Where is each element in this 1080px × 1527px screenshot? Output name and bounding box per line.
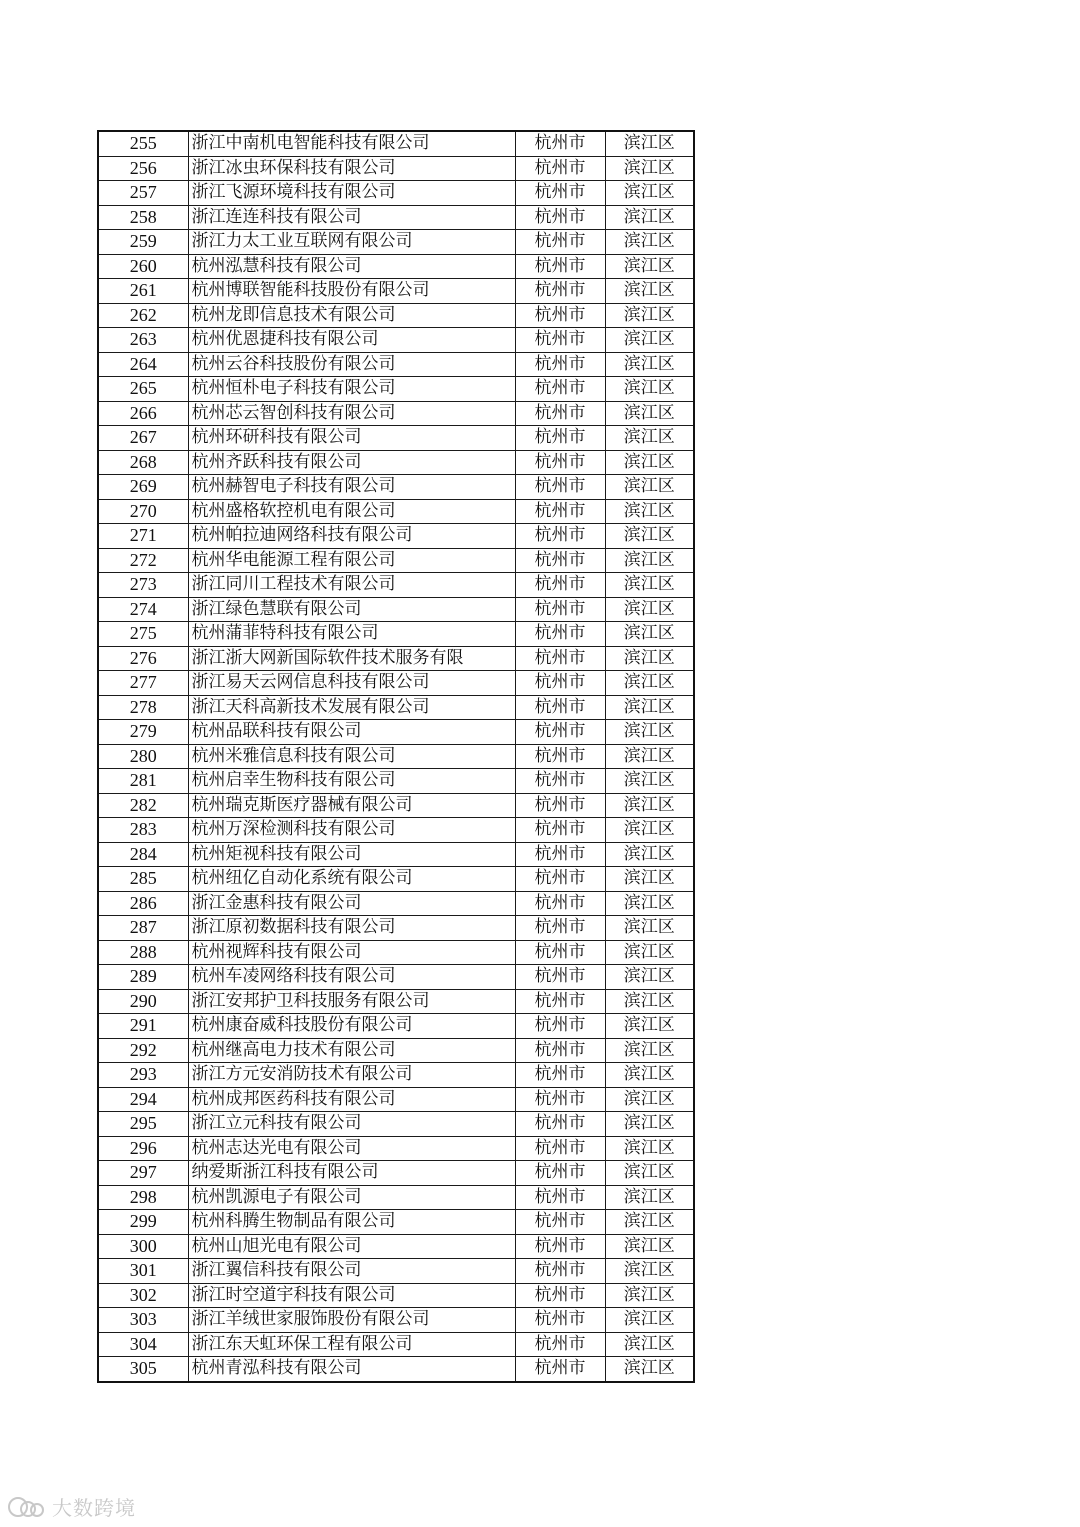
row-number: 271 bbox=[98, 524, 188, 549]
row-number: 282 bbox=[98, 793, 188, 818]
row-number: 298 bbox=[98, 1185, 188, 1210]
company-name: 杭州蒲菲特科技有限公司 bbox=[188, 622, 515, 647]
company-name: 杭州帕拉迪网络科技有限公司 bbox=[188, 524, 515, 549]
company-name: 杭州矩视科技有限公司 bbox=[188, 842, 515, 867]
city-cell: 杭州市 bbox=[515, 744, 605, 769]
company-name: 杭州博联智能科技股份有限公司 bbox=[188, 279, 515, 304]
row-number: 279 bbox=[98, 720, 188, 745]
row-number: 283 bbox=[98, 818, 188, 843]
company-name: 浙江飞源环境科技有限公司 bbox=[188, 181, 515, 206]
table-row bbox=[98, 769, 694, 794]
row-number: 263 bbox=[98, 328, 188, 353]
district-cell: 滨江区 bbox=[605, 499, 694, 524]
city-cell: 杭州市 bbox=[515, 671, 605, 696]
company-name: 杭州启幸生物科技有限公司 bbox=[188, 769, 515, 794]
table-row bbox=[98, 1357, 694, 1382]
row-number: 262 bbox=[98, 303, 188, 328]
city-cell: 杭州市 bbox=[515, 205, 605, 230]
district-cell: 滨江区 bbox=[605, 891, 694, 916]
table-row bbox=[98, 1112, 694, 1137]
city-cell: 杭州市 bbox=[515, 450, 605, 475]
table-row bbox=[98, 303, 694, 328]
district-cell: 滨江区 bbox=[605, 1259, 694, 1284]
table-row bbox=[98, 891, 694, 916]
company-name: 杭州盛格软控机电有限公司 bbox=[188, 499, 515, 524]
row-number: 255 bbox=[98, 131, 188, 156]
table-row bbox=[98, 401, 694, 426]
district-cell: 滨江区 bbox=[605, 1112, 694, 1137]
city-cell: 杭州市 bbox=[515, 989, 605, 1014]
city-cell: 杭州市 bbox=[515, 548, 605, 573]
table-row bbox=[98, 1161, 694, 1186]
row-number: 294 bbox=[98, 1087, 188, 1112]
district-cell: 滨江区 bbox=[605, 793, 694, 818]
city-cell: 杭州市 bbox=[515, 793, 605, 818]
table-row bbox=[98, 867, 694, 892]
table-row bbox=[98, 131, 694, 156]
table-row bbox=[98, 1038, 694, 1063]
city-cell: 杭州市 bbox=[515, 131, 605, 156]
company-name: 浙江同川工程技术有限公司 bbox=[188, 573, 515, 598]
row-number: 257 bbox=[98, 181, 188, 206]
table-row bbox=[98, 524, 694, 549]
city-cell: 杭州市 bbox=[515, 1234, 605, 1259]
district-cell: 滨江区 bbox=[605, 1087, 694, 1112]
city-cell: 杭州市 bbox=[515, 695, 605, 720]
company-name: 杭州齐跃科技有限公司 bbox=[188, 450, 515, 475]
table-row bbox=[98, 450, 694, 475]
city-cell: 杭州市 bbox=[515, 377, 605, 402]
company-name: 杭州赫智电子科技有限公司 bbox=[188, 475, 515, 500]
row-number: 275 bbox=[98, 622, 188, 647]
row-number: 267 bbox=[98, 426, 188, 451]
city-cell: 杭州市 bbox=[515, 1063, 605, 1088]
row-number: 285 bbox=[98, 867, 188, 892]
district-cell: 滨江区 bbox=[605, 1136, 694, 1161]
district-cell: 滨江区 bbox=[605, 181, 694, 206]
row-number: 265 bbox=[98, 377, 188, 402]
company-name: 浙江冰虫环保科技有限公司 bbox=[188, 156, 515, 181]
district-cell: 滨江区 bbox=[605, 131, 694, 156]
table-row bbox=[98, 573, 694, 598]
city-cell: 杭州市 bbox=[515, 720, 605, 745]
row-number: 266 bbox=[98, 401, 188, 426]
row-number: 295 bbox=[98, 1112, 188, 1137]
city-cell: 杭州市 bbox=[515, 842, 605, 867]
row-number: 304 bbox=[98, 1332, 188, 1357]
table-row bbox=[98, 352, 694, 377]
table-row bbox=[98, 1259, 694, 1284]
company-name: 浙江绿色慧联有限公司 bbox=[188, 597, 515, 622]
table-row bbox=[98, 181, 694, 206]
city-cell: 杭州市 bbox=[515, 1038, 605, 1063]
district-cell: 滨江区 bbox=[605, 940, 694, 965]
company-name: 浙江羊绒世家服饰股份有限公司 bbox=[188, 1308, 515, 1333]
table-row bbox=[98, 1210, 694, 1235]
district-cell: 滨江区 bbox=[605, 303, 694, 328]
district-cell: 滨江区 bbox=[605, 475, 694, 500]
district-cell: 滨江区 bbox=[605, 573, 694, 598]
company-name: 浙江中南机电智能科技有限公司 bbox=[188, 131, 515, 156]
city-cell: 杭州市 bbox=[515, 475, 605, 500]
city-cell: 杭州市 bbox=[515, 279, 605, 304]
row-number: 299 bbox=[98, 1210, 188, 1235]
company-name: 浙江力太工业互联网有限公司 bbox=[188, 230, 515, 255]
company-name: 杭州视辉科技有限公司 bbox=[188, 940, 515, 965]
district-cell: 滨江区 bbox=[605, 989, 694, 1014]
city-cell: 杭州市 bbox=[515, 524, 605, 549]
district-cell: 滨江区 bbox=[605, 1308, 694, 1333]
table-row bbox=[98, 1185, 694, 1210]
row-number: 272 bbox=[98, 548, 188, 573]
table-row bbox=[98, 1063, 694, 1088]
district-cell: 滨江区 bbox=[605, 205, 694, 230]
company-name: 杭州恒朴电子科技有限公司 bbox=[188, 377, 515, 402]
district-cell: 滨江区 bbox=[605, 916, 694, 941]
company-name: 浙江安邦护卫科技服务有限公司 bbox=[188, 989, 515, 1014]
row-number: 277 bbox=[98, 671, 188, 696]
city-cell: 杭州市 bbox=[515, 597, 605, 622]
district-cell: 滨江区 bbox=[605, 818, 694, 843]
row-number: 290 bbox=[98, 989, 188, 1014]
company-name: 杭州环研科技有限公司 bbox=[188, 426, 515, 451]
district-cell: 滨江区 bbox=[605, 156, 694, 181]
table-row bbox=[98, 744, 694, 769]
district-cell: 滨江区 bbox=[605, 401, 694, 426]
city-cell: 杭州市 bbox=[515, 1283, 605, 1308]
company-name: 杭州纽亿自动化系统有限公司 bbox=[188, 867, 515, 892]
table-row bbox=[98, 842, 694, 867]
district-cell: 滨江区 bbox=[605, 1234, 694, 1259]
row-number: 264 bbox=[98, 352, 188, 377]
row-number: 300 bbox=[98, 1234, 188, 1259]
table-row bbox=[98, 426, 694, 451]
district-cell: 滨江区 bbox=[605, 377, 694, 402]
company-name: 杭州科腾生物制品有限公司 bbox=[188, 1210, 515, 1235]
row-number: 303 bbox=[98, 1308, 188, 1333]
row-number: 280 bbox=[98, 744, 188, 769]
city-cell: 杭州市 bbox=[515, 1112, 605, 1137]
company-name: 浙江方元安消防技术有限公司 bbox=[188, 1063, 515, 1088]
district-cell: 滨江区 bbox=[605, 622, 694, 647]
table-body bbox=[98, 131, 694, 1382]
city-cell: 杭州市 bbox=[515, 401, 605, 426]
city-cell: 杭州市 bbox=[515, 181, 605, 206]
row-number: 287 bbox=[98, 916, 188, 941]
city-cell: 杭州市 bbox=[515, 573, 605, 598]
company-name: 杭州青泓科技有限公司 bbox=[188, 1357, 515, 1382]
row-number: 288 bbox=[98, 940, 188, 965]
district-cell: 滨江区 bbox=[605, 279, 694, 304]
table-row bbox=[98, 254, 694, 279]
city-cell: 杭州市 bbox=[515, 1308, 605, 1333]
row-number: 268 bbox=[98, 450, 188, 475]
company-name: 杭州优恩捷科技有限公司 bbox=[188, 328, 515, 353]
city-cell: 杭州市 bbox=[515, 818, 605, 843]
district-cell: 滨江区 bbox=[605, 1161, 694, 1186]
brand-logo-icon bbox=[8, 1495, 48, 1519]
table-row bbox=[98, 695, 694, 720]
row-number: 289 bbox=[98, 965, 188, 990]
table-row bbox=[98, 328, 694, 353]
district-cell: 滨江区 bbox=[605, 842, 694, 867]
district-cell: 滨江区 bbox=[605, 1014, 694, 1039]
company-name: 纳爱斯浙江科技有限公司 bbox=[188, 1161, 515, 1186]
company-name: 浙江原初数据科技有限公司 bbox=[188, 916, 515, 941]
district-cell: 滨江区 bbox=[605, 230, 694, 255]
table-row bbox=[98, 646, 694, 671]
table-row bbox=[98, 916, 694, 941]
row-number: 270 bbox=[98, 499, 188, 524]
row-number: 301 bbox=[98, 1259, 188, 1284]
district-cell: 滨江区 bbox=[605, 671, 694, 696]
company-name: 杭州山旭光电有限公司 bbox=[188, 1234, 515, 1259]
city-cell: 杭州市 bbox=[515, 867, 605, 892]
table-row bbox=[98, 156, 694, 181]
row-number: 274 bbox=[98, 597, 188, 622]
district-cell: 滨江区 bbox=[605, 769, 694, 794]
table-row bbox=[98, 965, 694, 990]
table-row bbox=[98, 230, 694, 255]
table-row bbox=[98, 279, 694, 304]
table-row bbox=[98, 475, 694, 500]
city-cell: 杭州市 bbox=[515, 1014, 605, 1039]
city-cell: 杭州市 bbox=[515, 328, 605, 353]
row-number: 259 bbox=[98, 230, 188, 255]
city-cell: 杭州市 bbox=[515, 254, 605, 279]
district-cell: 滨江区 bbox=[605, 524, 694, 549]
city-cell: 杭州市 bbox=[515, 426, 605, 451]
row-number: 276 bbox=[98, 646, 188, 671]
company-name: 浙江易天云网信息科技有限公司 bbox=[188, 671, 515, 696]
district-cell: 滨江区 bbox=[605, 352, 694, 377]
city-cell: 杭州市 bbox=[515, 1210, 605, 1235]
district-cell: 滨江区 bbox=[605, 450, 694, 475]
district-cell: 滨江区 bbox=[605, 1210, 694, 1235]
row-number: 296 bbox=[98, 1136, 188, 1161]
table-row bbox=[98, 720, 694, 745]
table-row bbox=[98, 1332, 694, 1357]
table-row bbox=[98, 989, 694, 1014]
company-name: 浙江时空道宇科技有限公司 bbox=[188, 1283, 515, 1308]
company-name: 浙江翼信科技有限公司 bbox=[188, 1259, 515, 1284]
company-name: 杭州成邦医药科技有限公司 bbox=[188, 1087, 515, 1112]
city-cell: 杭州市 bbox=[515, 622, 605, 647]
district-cell: 滨江区 bbox=[605, 965, 694, 990]
row-number: 291 bbox=[98, 1014, 188, 1039]
table-row bbox=[98, 377, 694, 402]
table-row bbox=[98, 818, 694, 843]
city-cell: 杭州市 bbox=[515, 156, 605, 181]
city-cell: 杭州市 bbox=[515, 965, 605, 990]
table-row bbox=[98, 1136, 694, 1161]
city-cell: 杭州市 bbox=[515, 1357, 605, 1382]
district-cell: 滨江区 bbox=[605, 426, 694, 451]
company-name: 杭州万深检测科技有限公司 bbox=[188, 818, 515, 843]
district-cell: 滨江区 bbox=[605, 1332, 694, 1357]
company-name: 杭州继高电力技术有限公司 bbox=[188, 1038, 515, 1063]
company-name: 杭州龙即信息技术有限公司 bbox=[188, 303, 515, 328]
city-cell: 杭州市 bbox=[515, 230, 605, 255]
table-row bbox=[98, 622, 694, 647]
table-row bbox=[98, 499, 694, 524]
table-row bbox=[98, 597, 694, 622]
district-cell: 滨江区 bbox=[605, 695, 694, 720]
table-row bbox=[98, 1283, 694, 1308]
row-number: 273 bbox=[98, 573, 188, 598]
row-number: 258 bbox=[98, 205, 188, 230]
table-row bbox=[98, 548, 694, 573]
city-cell: 杭州市 bbox=[515, 1136, 605, 1161]
company-name: 浙江金惠科技有限公司 bbox=[188, 891, 515, 916]
city-cell: 杭州市 bbox=[515, 1185, 605, 1210]
city-cell: 杭州市 bbox=[515, 916, 605, 941]
district-cell: 滨江区 bbox=[605, 548, 694, 573]
company-name: 浙江浙大网新国际软件技术服务有限 bbox=[188, 646, 515, 671]
table-row bbox=[98, 205, 694, 230]
row-number: 269 bbox=[98, 475, 188, 500]
table-row bbox=[98, 1014, 694, 1039]
district-cell: 滨江区 bbox=[605, 254, 694, 279]
row-number: 305 bbox=[98, 1357, 188, 1382]
row-number: 293 bbox=[98, 1063, 188, 1088]
city-cell: 杭州市 bbox=[515, 646, 605, 671]
row-number: 302 bbox=[98, 1283, 188, 1308]
company-name: 浙江东天虹环保工程有限公司 bbox=[188, 1332, 515, 1357]
district-cell: 滨江区 bbox=[605, 1038, 694, 1063]
city-cell: 杭州市 bbox=[515, 1332, 605, 1357]
company-name: 杭州华电能源工程有限公司 bbox=[188, 548, 515, 573]
row-number: 284 bbox=[98, 842, 188, 867]
row-number: 256 bbox=[98, 156, 188, 181]
company-name: 杭州瑞克斯医疗器械有限公司 bbox=[188, 793, 515, 818]
district-cell: 滨江区 bbox=[605, 1185, 694, 1210]
company-name: 杭州车凌网络科技有限公司 bbox=[188, 965, 515, 990]
row-number: 297 bbox=[98, 1161, 188, 1186]
row-number: 261 bbox=[98, 279, 188, 304]
company-name: 杭州米雅信息科技有限公司 bbox=[188, 744, 515, 769]
table-row bbox=[98, 1234, 694, 1259]
row-number: 278 bbox=[98, 695, 188, 720]
city-cell: 杭州市 bbox=[515, 1259, 605, 1284]
city-cell: 杭州市 bbox=[515, 891, 605, 916]
company-name: 浙江连连科技有限公司 bbox=[188, 205, 515, 230]
district-cell: 滨江区 bbox=[605, 1357, 694, 1382]
company-name: 杭州云谷科技股份有限公司 bbox=[188, 352, 515, 377]
row-number: 260 bbox=[98, 254, 188, 279]
city-cell: 杭州市 bbox=[515, 769, 605, 794]
company-name: 杭州康奋威科技股份有限公司 bbox=[188, 1014, 515, 1039]
city-cell: 杭州市 bbox=[515, 1087, 605, 1112]
district-cell: 滨江区 bbox=[605, 1063, 694, 1088]
table-row bbox=[98, 671, 694, 696]
district-cell: 滨江区 bbox=[605, 720, 694, 745]
watermark bbox=[8, 1492, 136, 1521]
watermark-text: 大数跨境 bbox=[52, 1496, 136, 1520]
city-cell: 杭州市 bbox=[515, 1161, 605, 1186]
company-name: 杭州凯源电子有限公司 bbox=[188, 1185, 515, 1210]
district-cell: 滨江区 bbox=[605, 597, 694, 622]
company-name: 浙江天科高新技术发展有限公司 bbox=[188, 695, 515, 720]
company-name: 浙江立元科技有限公司 bbox=[188, 1112, 515, 1137]
table-row bbox=[98, 793, 694, 818]
district-cell: 滨江区 bbox=[605, 744, 694, 769]
table-row bbox=[98, 1087, 694, 1112]
company-name: 杭州泓慧科技有限公司 bbox=[188, 254, 515, 279]
table-row bbox=[98, 940, 694, 965]
row-number: 286 bbox=[98, 891, 188, 916]
company-name: 杭州品联科技有限公司 bbox=[188, 720, 515, 745]
row-number: 292 bbox=[98, 1038, 188, 1063]
district-cell: 滨江区 bbox=[605, 867, 694, 892]
company-list-table bbox=[97, 130, 695, 1383]
city-cell: 杭州市 bbox=[515, 352, 605, 377]
district-cell: 滨江区 bbox=[605, 328, 694, 353]
company-name: 杭州志达光电有限公司 bbox=[188, 1136, 515, 1161]
city-cell: 杭州市 bbox=[515, 940, 605, 965]
row-number: 281 bbox=[98, 769, 188, 794]
company-name: 杭州芯云智创科技有限公司 bbox=[188, 401, 515, 426]
district-cell: 滨江区 bbox=[605, 646, 694, 671]
district-cell: 滨江区 bbox=[605, 1283, 694, 1308]
table-row bbox=[98, 1308, 694, 1333]
city-cell: 杭州市 bbox=[515, 499, 605, 524]
city-cell: 杭州市 bbox=[515, 303, 605, 328]
